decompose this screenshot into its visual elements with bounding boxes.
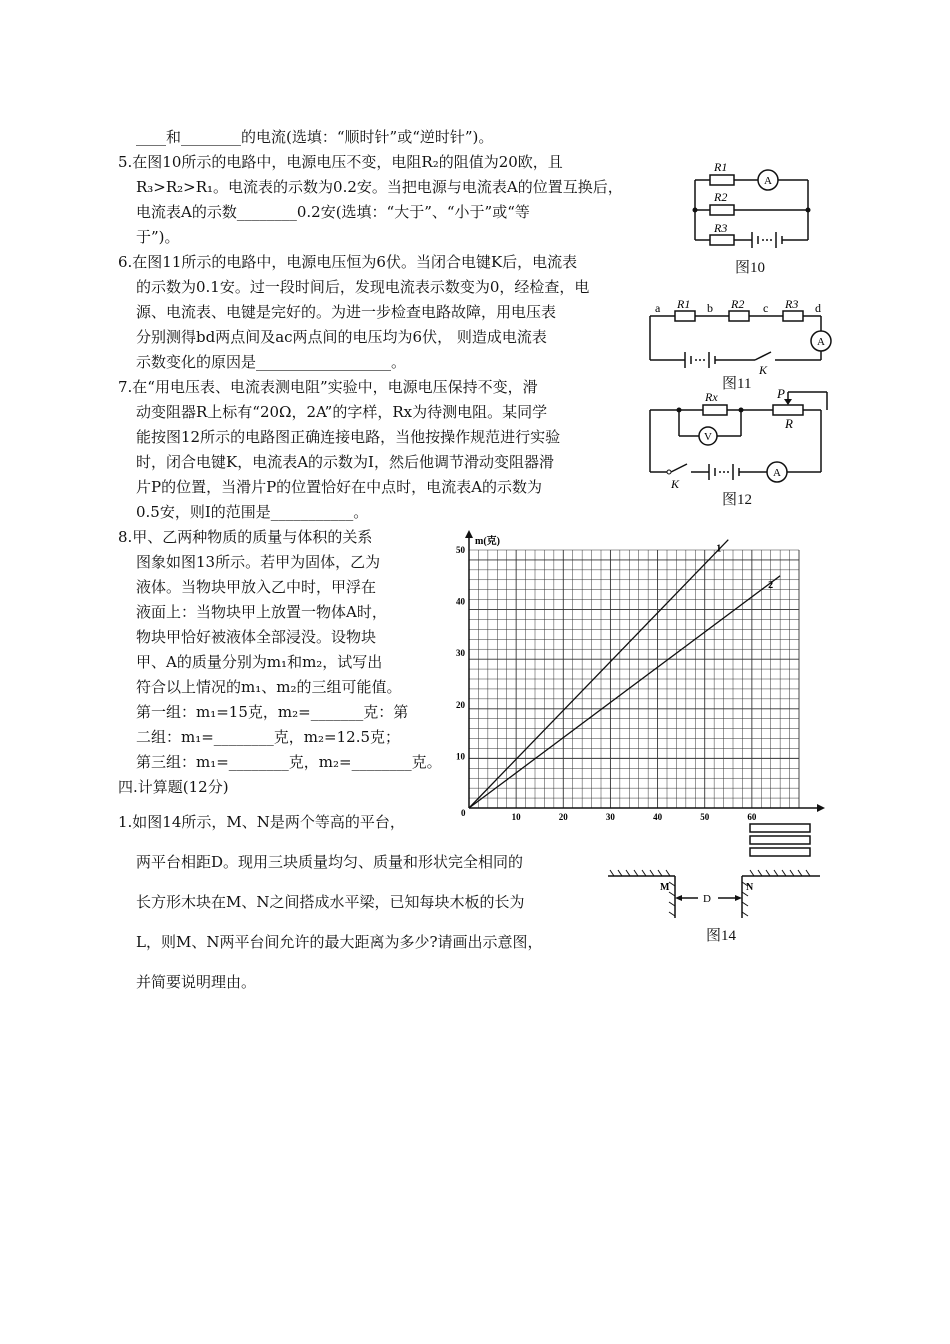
fig12-p-label: P: [777, 386, 785, 401]
calc1-line-4: L，则M、N两平台间允许的最大距离为多少?请画出示意图，: [136, 933, 543, 951]
calc1-line-5: 并简要说明理由。: [136, 973, 257, 991]
q6-line-4: 分别测得bd两点间及ac两点间的电压均为6伏， 则造成电流表: [136, 328, 547, 346]
fig11-r3-label: R3: [785, 297, 799, 311]
q7-line-4: 时，闭合电键K，电流表A的示数为I，然后他调节滑动变阻器滑: [136, 453, 554, 471]
x-tick-label: 60: [747, 812, 757, 822]
y-tick-label: 30: [456, 648, 465, 659]
figure-12-circuit: [645, 386, 835, 490]
q5-line-2: R₃>R₂>R₁。电流表的示数为0.2安。当把电源与电流表A的位置互换后，: [136, 178, 623, 196]
y-tick-label: 50: [456, 545, 465, 555]
q4-tail: ____和________的电流(选填：“顺时针”或“逆时针”)。: [136, 128, 494, 146]
q7-line-3: 能按图12所示的电路图正确连接电路，当他按操作规范进行实验: [136, 428, 561, 446]
fig10-r1-label: R1: [714, 160, 728, 174]
chart-grid: [469, 550, 799, 808]
series-label-2: 2: [768, 579, 774, 591]
fig11-label-b: b: [707, 301, 713, 315]
fig12-ammeter-label: A: [773, 467, 781, 479]
fig11-label-a: a: [655, 301, 661, 315]
q7-line-2: 动变阻器R上标有“20Ω，2A”的字样，Rx为待测电阻。某同学: [136, 403, 548, 421]
fig14-plank-3: [750, 848, 810, 856]
q8-line-5: 物块甲恰好被液体全部浸没。设物块: [136, 628, 377, 646]
fig14-caption: 图14: [706, 928, 737, 944]
fig11-label-d: d: [815, 301, 821, 315]
fig11-label-c: c: [763, 301, 769, 315]
x-axis-arrow: [817, 804, 825, 812]
fig14-n-label: N: [746, 882, 754, 893]
fig11-ammeter-label: A: [817, 336, 825, 348]
fig14-plank-2: [750, 836, 810, 844]
y-axis-arrow: [465, 530, 473, 538]
q8-line-1: 8.甲、乙两种物质的质量与体积的关系: [118, 528, 373, 546]
fig12-r-label: R: [785, 416, 793, 431]
q8-line-8: 第一组：m₁=15克，m₂=_______克：第: [136, 703, 409, 721]
fig11-caption: 图11: [722, 376, 752, 392]
x-tick-label: 30: [605, 812, 615, 822]
x-tick-label: 40: [653, 812, 663, 822]
fig12-caption: 图12: [722, 492, 753, 508]
q5-line-1: 5.在图10所示的电路中，电源电压不变，电阻R₂的阻值为20欧，且: [118, 153, 563, 171]
calc1-line-2: 两平台相距D。现用三块质量均匀、质量和形状完全相同的: [136, 853, 524, 871]
q8-line-4: 液面上：当物块甲上放置一物体A时，: [136, 603, 387, 621]
fig14-m-label: M: [660, 882, 670, 893]
fig14-plank-1: [750, 824, 810, 832]
q6-line-3: 源、电流表、电键是完好的。为进一步检查电路故障，用电压表: [136, 303, 557, 321]
q6-line-1: 6.在图11所示的电路中，电源电压恒为6伏。当闭合电键K后，电流表: [118, 253, 578, 271]
x-tick-label: 20: [558, 812, 568, 822]
chart-y-axis-label: m(克): [475, 536, 500, 547]
fig10-caption: 图10: [735, 260, 766, 276]
fig12-rx-label: Rx: [705, 390, 718, 404]
q7-line-1: 7.在“用电压表、电流表测电阻”实验中，电源电压保持不变，滑: [118, 378, 538, 396]
fig11-key-label: K: [759, 363, 768, 377]
y-tick-label: 40: [456, 596, 465, 607]
chart-origin-label: 0: [461, 808, 466, 818]
x-tick-label: 10: [511, 812, 521, 822]
q8-line-9: 二组：m₁=________克，m₂=12.5克；: [136, 728, 401, 746]
chart-axes: [465, 530, 825, 812]
fig10-r2-label: R2: [714, 190, 728, 204]
q6-line-5: 示数变化的原因是__________________。: [136, 353, 407, 371]
q8-line-7: 符合以上情况的m₁、m₂的三组可能值。: [136, 678, 402, 696]
q7-line-5: 片P的位置，当滑片P的位置恰好在中点时，电流表A的示数为: [136, 478, 543, 496]
fig10-r3-label: R3: [714, 221, 728, 235]
fig12-voltmeter-label: V: [704, 431, 712, 443]
figure-13-mass-volume-chart: [445, 530, 830, 825]
figure-14-platforms: [600, 818, 825, 938]
x-tick-label: 50: [700, 812, 710, 822]
section-4-heading: 四.计算题(12分): [118, 778, 229, 796]
q8-line-10: 第三组：m₁=________克，m₂=________克。: [136, 753, 442, 771]
series-label-1: 1: [716, 543, 722, 555]
series-line-2: [469, 576, 780, 808]
q5-line-4: 于”)。: [136, 228, 180, 246]
fig11-r2-label: R2: [731, 297, 745, 311]
q8-line-2: 图象如图13所示。若甲为固体，乙为: [136, 553, 381, 571]
fig12-key-label: K: [671, 477, 680, 491]
q8-line-6: 甲、A的质量分别为m₁和m₂，试写出: [136, 653, 383, 671]
fig11-r1-label: R1: [677, 297, 691, 311]
calc1-line-3: 长方形木块在M、N之间搭成水平梁，已知每块木板的长为: [136, 893, 525, 911]
figure-11-circuit: [645, 298, 835, 378]
y-tick-label: 20: [456, 699, 465, 710]
q6-line-2: 的示数为0.1安。过一段时间后，发现电流表示数变为0，经检查，电: [136, 278, 590, 296]
calc1-line-1: 1.如图14所示，M、N是两个等高的平台，: [118, 813, 405, 831]
q7-line-6: 0.5安，则I的范围是___________。: [136, 503, 369, 521]
q5-line-3: 电流表A的示数________0.2安(选填：“大于”、“小于”或“等: [136, 203, 530, 221]
fig10-ammeter-label: A: [764, 175, 772, 187]
q8-line-3: 液体。当物块甲放入乙中时，甲浮在: [136, 578, 377, 596]
y-tick-label: 10: [456, 751, 465, 762]
fig14-d-label: D: [703, 893, 711, 905]
